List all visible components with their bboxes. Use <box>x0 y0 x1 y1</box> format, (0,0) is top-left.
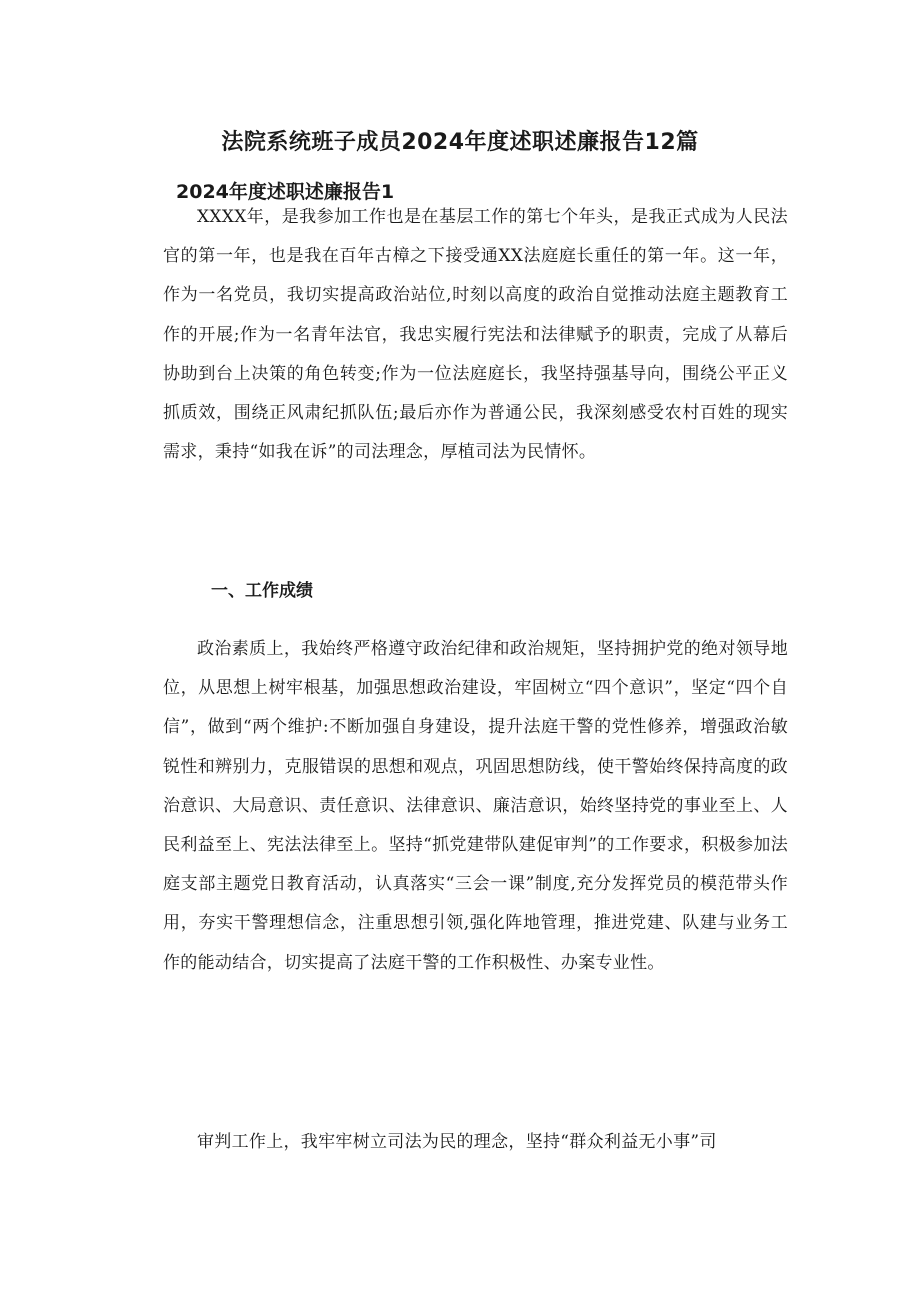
document-title: 法院系统班子成员2024年度述职述廉报告12篇 <box>221 130 699 155</box>
paragraph-trial-work: 审判工作上，我牢牢树立司法为民的理念，坚持“群众利益无小事”司 <box>197 1132 717 1152</box>
paragraph-intro: XXXX年，是我参加工作也是在基层工作的第七个年头，是我正式成为人民法官的第一年，也是我在百年古樟之下接受通XX法庭庭长重任的第一年。这一年，作为一名党员，我切实提高政治站位,时刻以高度的政治自觉推动法庭主题教育工作的开展;作为一名青年法官，我忠实履行宪法和法律赋予的职责，完成了从幕后协助到台上决策的角色转变;作为一位法庭庭长，我坚持强基导向，围绕公平正义抓质效，围绕正风肃纪抓队伍;最后亦作为普通公民，我深刻感受农村百姓的现实需求，秉持“如我在诉”的司法理念，厚植司法为民情怀。 <box>163 207 788 463</box>
paragraph-political-quality: 政治素质上，我始终严格遵守政治纪律和政治规矩，坚持拥护党的绝对领导地位，从思想上树牢根基，加强思想政治建设，牢固树立“四个意识”，坚定“四个自信”，做到“两个维护:不断加强自身建设，提升法庭干警的党性修养，增强政治敏锐性和辨别力，克服错误的思想和观点，巩固思想防线，使干警始终保持高度的政治意识、大局意识、责任意识、法律意识、廉洁意识，始终坚持党的事业至上、人民利益至上、宪法法律至上。坚持“抓党建带队建促审判”的工作要求，积极参加法庭支部主题党日教育活动，认真落实“三会一课”制度,充分发挥党员的模范带头作用，夯实干警理想信念，注重思想引领,强化阵地管理，推进党建、队建与业务工作的能动结合，切实提高了法庭干警的工作积极性、办案专业性。 <box>163 639 788 973</box>
section-title: 2024年度述职述廉报告1 <box>176 181 395 203</box>
heading-work-achievements: 一、工作成绩 <box>211 581 313 601</box>
